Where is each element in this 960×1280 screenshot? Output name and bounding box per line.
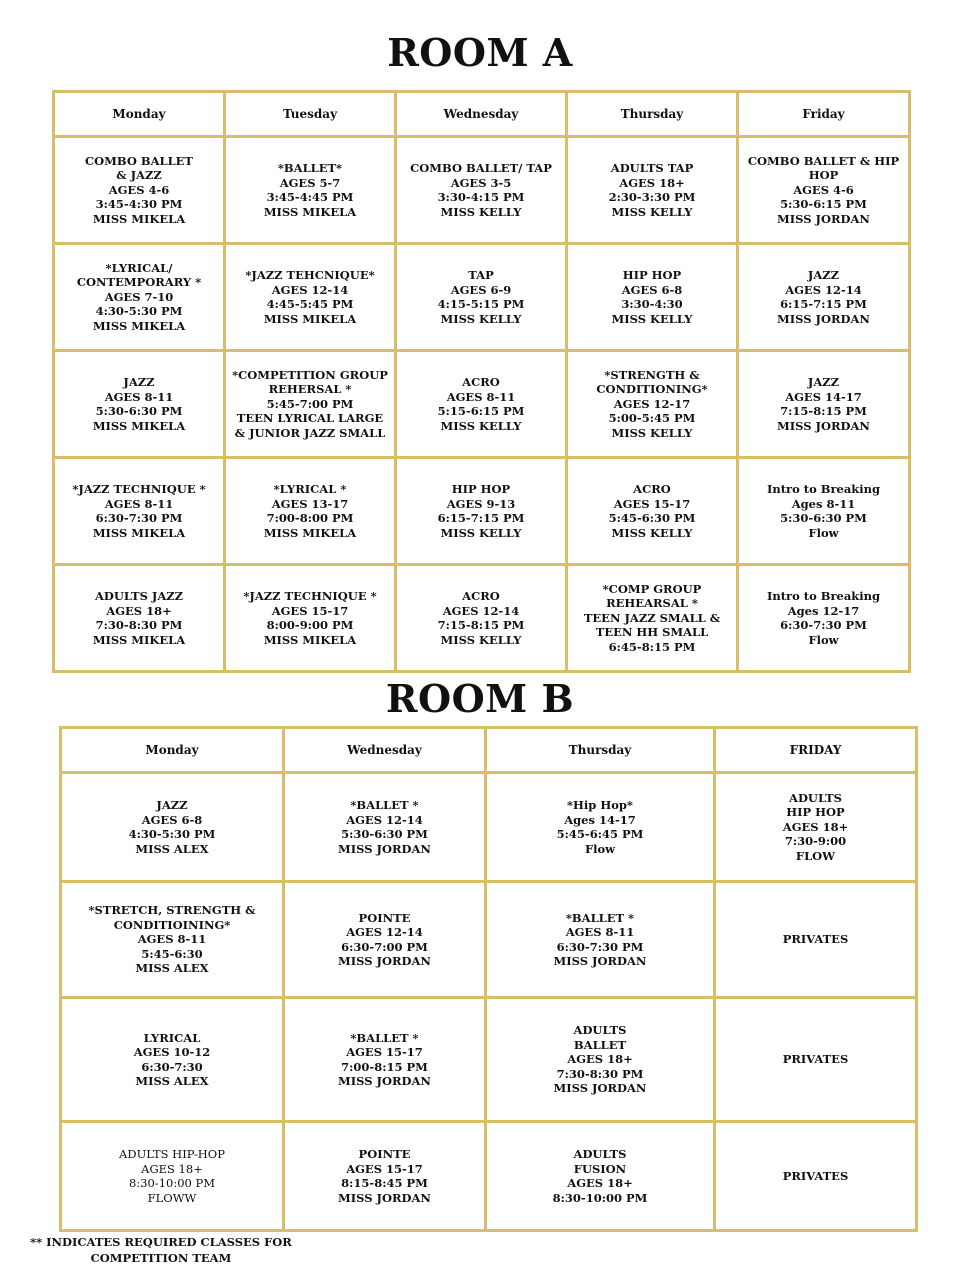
class-cell-line: AGES 12-14: [346, 812, 423, 827]
class-cell-line: AGES 18+: [141, 1161, 203, 1176]
class-cell-line: 6:30-7:30 PM: [780, 618, 867, 632]
class-cell: [738, 565, 910, 672]
class-cell-line: *COMPETITION GROUP: [232, 367, 388, 382]
class-cell-line: MISS MIKELA: [92, 318, 186, 333]
class-cell-line: AGES 12-14: [271, 282, 349, 297]
class-cell-line: MISS KELLY: [611, 425, 693, 440]
room-b-title: ROOM B: [385, 676, 575, 721]
class-cell: [54, 565, 225, 672]
class-cell-line: AGES 12-14: [785, 282, 862, 297]
class-cell-line: TEEN JAZZ SMALL &: [583, 610, 721, 625]
class-cell-line: 5:30-6:15 PM: [780, 197, 867, 212]
class-cell-line: CONDITIOINING*: [113, 917, 231, 932]
class-cell-line: PRIVATES: [782, 932, 849, 947]
schedule-row: [61, 773, 917, 882]
day-header: Tuesday: [225, 92, 396, 137]
class-cell: [567, 458, 738, 565]
class-cell-line: *BALLET *: [565, 910, 635, 925]
class-cell-line: AGES 8-11: [565, 925, 635, 939]
class-cell-line: MISS JORDAN: [338, 1074, 431, 1088]
class-cell: [567, 244, 738, 351]
class-cell-line: AGES 15-17: [346, 1045, 423, 1059]
schedule-row: [54, 244, 910, 351]
class-cell-line: AGES 14-17: [785, 389, 862, 404]
day-header: Monday: [54, 92, 225, 137]
class-cell-line: 5:30-6:30 PM: [95, 404, 183, 418]
class-cell-line: AGES 18+: [106, 603, 172, 618]
day-header: Thursday: [486, 728, 715, 773]
class-cell-line: AGES 6-8: [621, 282, 683, 297]
room-a-title: ROOM A: [387, 30, 573, 75]
class-cell-line: HIP HOP: [622, 268, 682, 282]
class-cell-line: JAZZ: [807, 268, 840, 282]
class-cell-line: AGES 10-12: [133, 1045, 211, 1059]
class-cell-line: *BALLET*: [277, 161, 343, 175]
class-cell-line: MISS KELLY: [440, 204, 522, 219]
schedule-row: [54, 137, 910, 244]
class-cell-line: LYRICAL: [143, 1030, 201, 1045]
class-cell-line: AGES 7-10: [104, 289, 174, 304]
class-cell: [284, 1122, 486, 1231]
class-cell-line: MISS JORDAN: [553, 1081, 647, 1096]
class-cell: [738, 244, 910, 351]
day-header: Thursday: [567, 92, 738, 137]
class-cell-line: *STRENGTH &: [604, 367, 700, 382]
class-cell-line: 3:30-4:15 PM: [437, 190, 525, 204]
class-cell-line: AGES 4-6: [793, 182, 854, 197]
class-cell-line: MISS JORDAN: [777, 311, 870, 326]
class-cell-line: AGES 6-9: [450, 282, 512, 297]
class-cell-line: AGES 18+: [567, 1052, 633, 1067]
class-cell: [567, 137, 738, 244]
class-cell-line: 4:30-5:30 PM: [128, 827, 216, 841]
class-cell-line: COMBO BALLET/ TAP: [410, 161, 552, 175]
class-cell: [396, 565, 567, 672]
class-cell-line: AGES 18+: [782, 819, 849, 834]
class-cell-line: MISS KELLY: [440, 311, 522, 326]
class-cell-line: POINTE: [358, 1147, 411, 1161]
room-b-schedule-table: [59, 726, 918, 1232]
class-cell-line: 7:15-8:15 PM: [780, 404, 867, 418]
class-cell-line: HIP HOP: [451, 482, 511, 496]
class-cell-line: 6:45-8:15 PM: [608, 639, 696, 654]
class-cell: [486, 1122, 715, 1231]
class-cell-line: 7:30-8:30 PM: [556, 1066, 644, 1081]
class-cell-line: TAP: [468, 268, 494, 282]
class-cell-line: JAZZ: [156, 798, 188, 812]
class-cell-line: Intro to Breaking: [766, 589, 881, 603]
class-cell-line: ADULTS JAZZ: [94, 589, 184, 603]
class-cell: [396, 351, 567, 458]
class-cell-line: AGES 5-7: [279, 175, 341, 190]
class-cell-line: *BALLET *: [350, 1030, 419, 1045]
class-cell-line: PRIVATES: [782, 1052, 849, 1067]
class-cell-line: 5:30-6:30 PM: [780, 511, 867, 525]
class-cell-line: & JAZZ: [116, 168, 162, 183]
class-cell-line: REHERSAL *: [268, 382, 352, 397]
class-cell-line: MISS MIKELA: [92, 211, 186, 226]
class-cell-line: Intro to Breaking: [766, 482, 881, 496]
class-cell-line: AGES 15-17: [613, 496, 691, 511]
class-cell-line: AGES 8-11: [137, 932, 207, 947]
class-cell-line: Ages 8-11: [791, 496, 856, 511]
class-cell-line: CONTEMPORARY *: [76, 275, 202, 290]
class-cell: [61, 773, 284, 882]
class-cell-line: AGES 9-13: [446, 496, 516, 511]
class-cell: [486, 998, 715, 1122]
class-cell-line: ADULTS HIP-HOP: [119, 1147, 225, 1161]
class-cell-line: TEEN LYRICAL LARGE: [236, 411, 384, 426]
class-cell: [567, 351, 738, 458]
class-cell-line: Ages 12-17: [787, 603, 860, 618]
class-cell-line: 5:45-7:00 PM: [266, 396, 354, 411]
class-cell: [54, 351, 225, 458]
class-cell-line: 7:30-9:00: [784, 834, 847, 849]
class-cell-line: COMBO BALLET & HIP: [747, 153, 900, 168]
class-cell-line: 6:15-7:15 PM: [780, 297, 867, 311]
schedule-row: [61, 882, 917, 998]
class-cell-line: 5:45-6:30: [141, 946, 203, 961]
class-cell-line: FLOW: [795, 848, 836, 863]
class-cell-line: Ages 14-17: [564, 812, 636, 827]
class-cell-line: PRIVATES: [782, 1168, 849, 1183]
class-cell: [54, 458, 225, 565]
class-cell-line: 2:30-3:30 PM: [608, 190, 696, 204]
class-cell-line: 8:15-8:45 PM: [341, 1176, 428, 1190]
class-cell-line: *JAZZ TEHCNIQUE*: [245, 268, 375, 282]
class-cell-line: MISS JORDAN: [338, 1190, 431, 1205]
class-cell-line: 6:30-7:00 PM: [341, 939, 428, 954]
class-cell: [225, 244, 396, 351]
class-cell: [715, 882, 917, 998]
class-cell-line: *BALLET *: [350, 798, 419, 812]
class-cell: [61, 882, 284, 998]
class-cell-line: AGES 12-17: [613, 396, 691, 411]
class-cell: [284, 773, 486, 882]
class-cell-line: ADULTS TAP: [610, 161, 694, 175]
class-cell: [486, 882, 715, 998]
class-cell-line: 6:30-7:30 PM: [95, 511, 183, 525]
class-cell: [486, 773, 715, 882]
class-cell-line: MISS MIKELA: [263, 632, 357, 647]
class-cell-line: AGES 15-17: [346, 1161, 423, 1176]
class-cell-line: 4:15-5:15 PM: [437, 297, 525, 311]
class-cell-line: AGES 18+: [567, 1176, 633, 1190]
class-cell: [738, 137, 910, 244]
class-cell-line: 5:30-6:30 PM: [341, 827, 428, 841]
class-cell: [225, 137, 396, 244]
class-cell-line: ACRO: [462, 375, 500, 389]
class-cell-line: TEEN HH SMALL: [595, 625, 709, 640]
class-cell-line: 5:00-5:45 PM: [608, 411, 696, 426]
class-cell-line: 7:30-8:30 PM: [95, 618, 183, 632]
class-cell: [738, 458, 910, 565]
class-cell-line: MISS JORDAN: [338, 841, 431, 856]
class-cell-line: AGES 12-14: [442, 603, 520, 618]
class-cell-line: AGES 18+: [619, 175, 685, 190]
class-cell-line: FUSION: [573, 1161, 627, 1176]
class-cell-line: 8:30-10:00 PM: [128, 1176, 216, 1190]
class-cell-line: 5:45-6:30 PM: [608, 511, 696, 525]
class-cell-line: *JAZZ TECHNIQUE *: [243, 589, 377, 603]
class-cell-line: 6:30-7:30: [141, 1059, 203, 1074]
class-cell-line: MISS MIKELA: [92, 418, 186, 433]
class-cell-line: 4:45-5:45 PM: [266, 297, 354, 311]
class-cell-line: ADULTS: [573, 1023, 627, 1038]
class-cell-line: 5:15-6:15 PM: [437, 404, 525, 418]
class-cell-line: ADULTS: [573, 1147, 627, 1161]
class-cell-line: MISS MIKELA: [92, 525, 186, 540]
footnote: [26, 1234, 296, 1266]
class-cell-line: MISS KELLY: [440, 632, 522, 647]
class-cell-line: MISS KELLY: [611, 525, 693, 540]
class-cell-line: HOP: [808, 168, 839, 183]
schedule-row: [61, 1122, 917, 1231]
class-cell: [225, 351, 396, 458]
class-cell: [567, 565, 738, 672]
class-cell-line: 3:45-4:30 PM: [95, 197, 183, 212]
schedule-row: [54, 458, 910, 565]
class-cell-line: ADULTS: [789, 790, 842, 805]
class-cell-line: JAZZ: [807, 375, 840, 389]
class-cell: [284, 882, 486, 998]
class-cell-line: AGES 8-11: [104, 496, 174, 511]
day-header: Monday: [61, 728, 284, 773]
day-header: Wednesday: [396, 92, 567, 137]
class-cell: [54, 137, 225, 244]
class-cell-line: MISS KELLY: [440, 525, 522, 540]
class-cell-line: BALLET: [573, 1037, 627, 1052]
class-cell: [225, 565, 396, 672]
class-cell-line: AGES 12-14: [346, 925, 423, 939]
class-cell-line: MISS ALEX: [135, 1074, 209, 1088]
class-cell-line: *LYRICAL *: [273, 482, 347, 496]
class-cell: [715, 773, 917, 882]
class-cell: [396, 458, 567, 565]
class-cell-line: *COMP GROUP: [602, 581, 702, 596]
class-cell-line: MISS ALEX: [135, 841, 209, 856]
class-cell-line: AGES 4-6: [108, 182, 170, 197]
class-cell-line: AGES 8-11: [104, 389, 174, 404]
class-cell-line: 7:00-8:00 PM: [266, 511, 354, 525]
class-cell: [396, 137, 567, 244]
class-cell-line: 8:30-10:00 PM: [552, 1190, 648, 1205]
class-cell-line: MISS MIKELA: [263, 311, 357, 326]
class-cell-line: MISS ALEX: [135, 961, 209, 976]
class-cell-line: JAZZ: [123, 375, 155, 389]
class-cell-line: & JUNIOR JAZZ SMALL: [234, 425, 386, 440]
class-cell-line: MISS KELLY: [611, 204, 693, 219]
class-cell: [225, 458, 396, 565]
class-cell-line: 6:15-7:15 PM: [437, 511, 525, 525]
class-cell-line: *STRETCH, STRENGTH &: [88, 903, 256, 918]
class-cell-line: 3:45-4:45 PM: [266, 190, 354, 204]
class-cell-line: COMBO BALLET: [85, 153, 193, 168]
class-cell-line: 8:00-9:00 PM: [266, 618, 354, 632]
class-cell-line: AGES 13-17: [271, 496, 349, 511]
day-header: Wednesday: [284, 728, 486, 773]
class-cell: [715, 998, 917, 1122]
class-cell-line: REHEARSAL *: [606, 596, 698, 611]
class-cell-line: AGES 15-17: [271, 603, 349, 618]
day-header: FRIDAY: [715, 728, 917, 773]
class-cell-line: FLOWW: [147, 1190, 197, 1205]
class-cell-line: 4:30-5:30 PM: [95, 304, 183, 319]
class-cell-line: 7:15-8:15 PM: [437, 618, 525, 632]
class-cell-line: AGES 6-8: [141, 812, 203, 827]
class-cell-line: 7:00-8:15 PM: [341, 1059, 428, 1074]
class-cell: [284, 998, 486, 1122]
class-cell-line: HIP HOP: [786, 805, 845, 820]
class-cell-line: MISS KELLY: [611, 311, 693, 326]
class-cell-line: MISS MIKELA: [263, 204, 357, 219]
class-cell-line: MISS JORDAN: [777, 211, 870, 226]
class-cell-line: Flow: [808, 632, 839, 647]
class-cell: [396, 244, 567, 351]
class-cell-line: CONDITIONING*: [596, 382, 708, 397]
class-cell-line: AGES 3-5: [450, 175, 512, 190]
class-cell-line: 3:30-4:30: [621, 297, 683, 311]
room-a-header-row: [54, 92, 910, 137]
class-cell-line: 6:30-7:30 PM: [556, 939, 644, 954]
class-cell: [61, 1122, 284, 1231]
class-cell-line: MISS JORDAN: [553, 954, 647, 968]
class-cell-line: *Hip Hop*: [567, 798, 633, 812]
class-cell-line: POINTE: [358, 910, 411, 925]
class-cell: [61, 998, 284, 1122]
class-cell-line: *LYRICAL/: [105, 260, 173, 275]
class-cell-line: 5:45-6:45 PM: [556, 827, 644, 841]
class-cell-line: Flow: [584, 841, 616, 856]
class-cell: [54, 244, 225, 351]
class-cell-line: MISS KELLY: [440, 418, 522, 433]
room-a-schedule-table: [52, 90, 911, 673]
class-cell: [738, 351, 910, 458]
footnote-line: COMPETITION TEAM: [90, 1251, 232, 1265]
class-cell-line: *JAZZ TECHNIQUE *: [72, 482, 206, 496]
class-cell-line: AGES 8-11: [446, 389, 516, 404]
class-cell-line: MISS JORDAN: [777, 418, 870, 433]
schedule-row: [61, 998, 917, 1122]
class-cell-line: MISS JORDAN: [338, 954, 431, 968]
day-header: Friday: [738, 92, 910, 137]
room-b-header-row: [61, 728, 917, 773]
class-cell-line: MISS MIKELA: [92, 632, 186, 647]
class-cell: [715, 1122, 917, 1231]
class-cell-line: ACRO: [462, 589, 500, 603]
class-cell-line: ACRO: [633, 482, 671, 496]
class-cell-line: MISS MIKELA: [263, 525, 357, 540]
schedule-row: [54, 565, 910, 672]
footnote-line: ** INDICATES REQUIRED CLASSES FOR: [30, 1235, 292, 1249]
schedule-row: [54, 351, 910, 458]
class-cell-line: Flow: [808, 525, 839, 540]
